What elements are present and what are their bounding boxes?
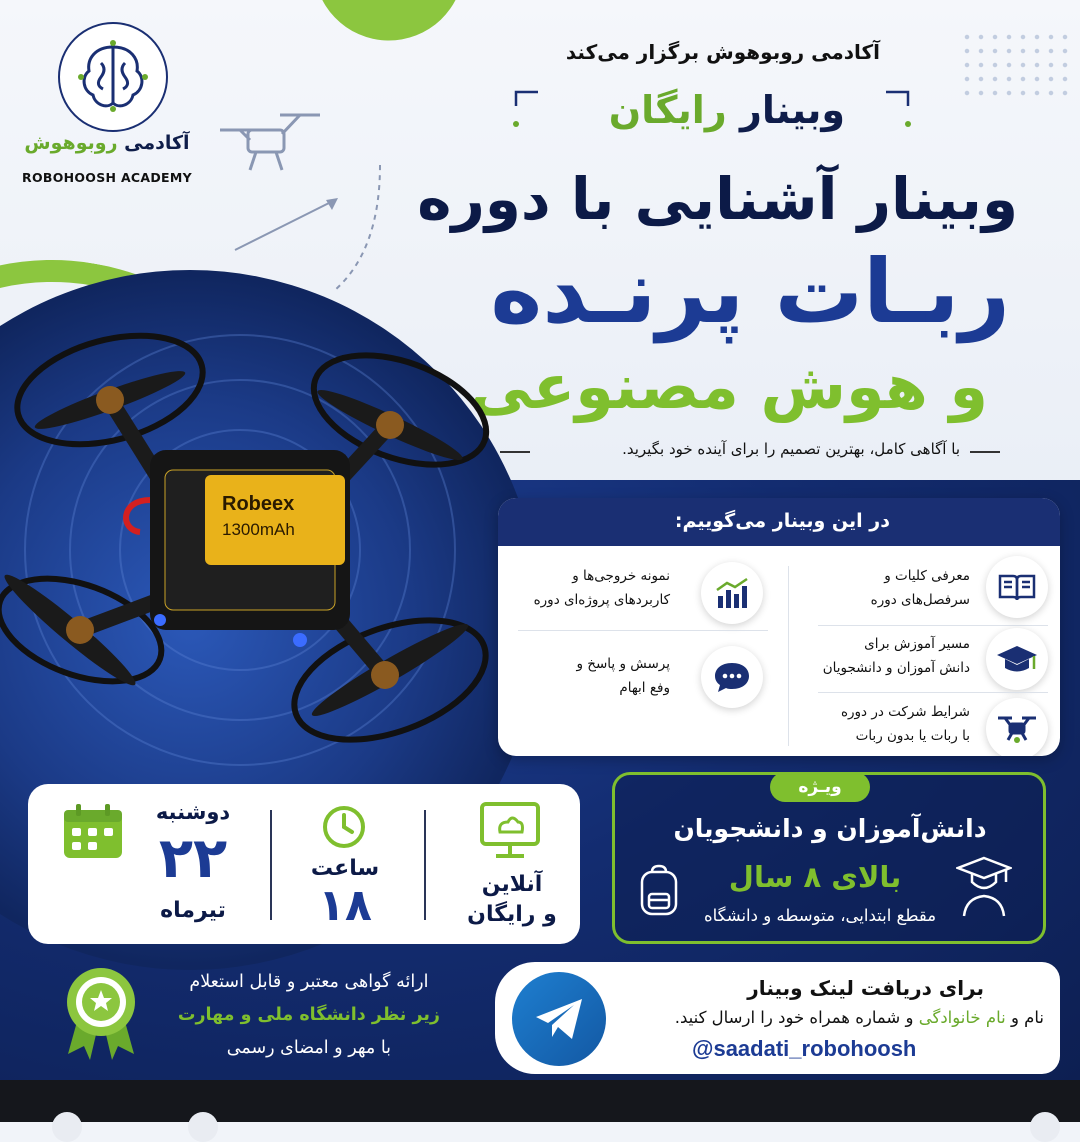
graduation-cap-icon	[996, 643, 1038, 675]
topics-divider	[788, 566, 789, 746]
topic-learning-path: مسیر آموزش برای دانش آموزان و دانشجویان	[822, 636, 970, 676]
battery-capacity-label: 1300mAh	[222, 520, 295, 539]
event-month: تیرماه	[160, 898, 226, 923]
clock-icon	[321, 804, 367, 850]
topics-card	[498, 498, 1060, 756]
telegram-button[interactable]	[512, 972, 606, 1066]
info-separator	[424, 810, 426, 920]
bottom-icon[interactable]	[52, 1112, 82, 1142]
drone-image	[0, 300, 500, 770]
topics-title: در این وبینار می‌گوییم:	[674, 510, 890, 532]
academy-name-fa: آکادمی روبوهوش	[24, 132, 190, 154]
telegram-icon	[534, 997, 584, 1041]
topic-participation: شرایط شرکت در دوره با ربات یا بدون ربات	[840, 704, 970, 744]
topic-separator	[818, 625, 1048, 626]
student-icon	[956, 856, 1012, 918]
bottom-icon[interactable]	[1030, 1112, 1060, 1142]
audience-text: دانش‌آموزان و دانشجویان	[673, 814, 987, 843]
time-value: ۱۸	[318, 880, 372, 931]
telegram-handle-link[interactable]: @saadati_robohoosh	[692, 1036, 917, 1061]
drone-icon	[996, 712, 1038, 746]
title-line-3: و هوش مصنوعی	[470, 350, 988, 423]
certificate-text: ارائه گواهی معتبر و قابل استعلام زیر نظر دانشگاه ملی و مهارت با مهر و امضای رسمی	[177, 972, 440, 1058]
backpack-icon	[636, 864, 682, 916]
topic-separator	[518, 630, 768, 631]
dashed-curve-decor	[330, 160, 390, 300]
decor-dots	[960, 30, 1070, 100]
battery-brand-label: Robeex	[222, 493, 295, 515]
chat-icon	[713, 660, 751, 694]
hosted-by-text: آکادمی روبوهوش برگزار می‌کند	[565, 40, 880, 64]
subtitle-free-webinar: وبینار رایگان	[608, 88, 845, 132]
topic-outputs: نمونه خروجی‌ها و کاربردهای پروژه‌ای دوره	[533, 568, 670, 608]
bottom-bar	[0, 1080, 1080, 1122]
calendar-icon	[62, 802, 124, 860]
title-line-2: ربـات پرنـده	[490, 240, 1010, 343]
online-monitor-icon	[478, 800, 542, 862]
topic-icon-wrap	[701, 562, 763, 624]
telegram-instructions: نام و نام خانوادگی و شماره همراه خود را ارسال کنید.	[674, 1008, 1044, 1027]
title-line-1: وبینار آشنایی با دوره	[417, 165, 1018, 233]
topic-icon-wrap	[986, 628, 1048, 690]
topic-qa: پرسش و پاسخ و وفع ابهام	[576, 656, 670, 696]
special-badge: ویـژه	[770, 772, 870, 802]
academy-name-en: ROBOHOOSH ACADEMY	[22, 170, 192, 185]
topic-icon-wrap	[986, 698, 1048, 756]
tagline-rule-right	[970, 451, 1000, 453]
topic-icon-wrap	[701, 646, 763, 708]
chart-icon	[713, 576, 751, 610]
telegram-title: برای دریافت لینک وبینار	[747, 976, 984, 1000]
drone-outline-icon	[210, 100, 330, 190]
topic-separator	[818, 692, 1048, 693]
mode-free: و رایگان	[467, 902, 557, 927]
tagline-rule-left	[500, 451, 530, 453]
time-label: ساعت	[310, 856, 380, 881]
brain-circuit-icon	[73, 37, 153, 117]
topic-overview: معرفی کلیات و سرفصل‌های دوره	[870, 568, 970, 608]
event-date-number: ۲۲	[158, 826, 228, 891]
certificate-badge-icon	[56, 962, 146, 1062]
book-icon	[997, 570, 1037, 604]
levels-text: مقطع ابتدایی، متوسطه و دانشگاه	[703, 906, 937, 925]
bottom-icon[interactable]	[188, 1112, 218, 1142]
tagline: با آگاهی کامل، بهترین تصمیم را برای آینده خود بگیرید.	[622, 440, 960, 458]
mode-online: آنلاین	[481, 872, 543, 897]
event-day: دوشنبه	[155, 800, 231, 824]
age-text: بالای ۸ سال	[728, 860, 902, 894]
topic-icon-wrap	[986, 556, 1048, 618]
info-separator	[270, 810, 272, 920]
academy-logo	[58, 22, 168, 132]
